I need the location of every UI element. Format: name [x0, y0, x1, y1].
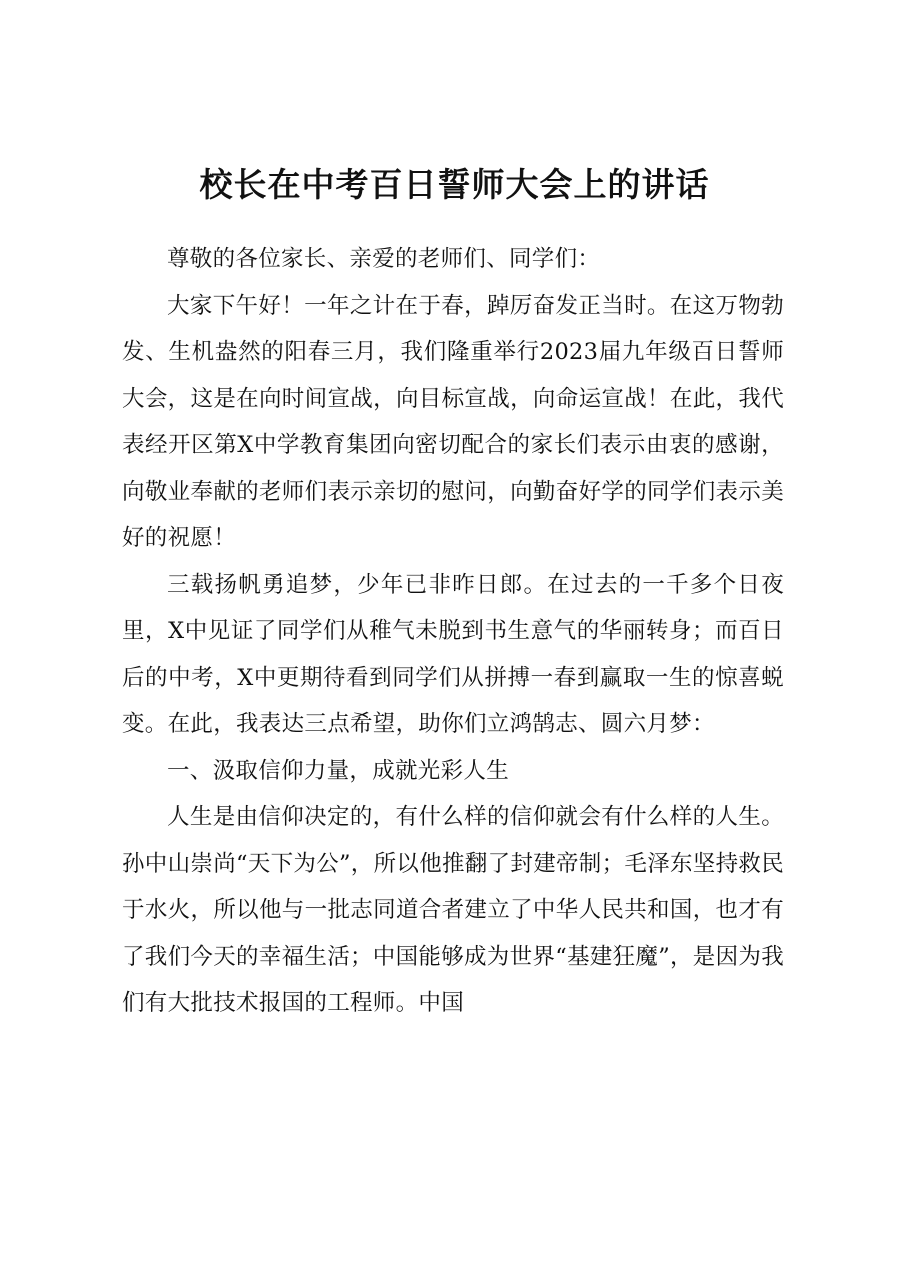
hopes-intro-paragraph: 三载扬帆勇追梦，少年已非昨日郎。在过去的一千多个日夜里，X中见证了同学们从稚气未脱到书生意气的华丽转身；而百日后的中考，X中更期待看到同学们从拼搏一春到赢取一生的惊喜蜕变。在此，我表达三点希望，助你们立鸿鹄志、圆六月梦：: [122, 571, 784, 737]
document-title: 校长在中考百日誓师大会上的讲话: [199, 165, 710, 204]
section-heading-1: 一、汲取信仰力量，成就光彩人生: [167, 757, 510, 784]
salutation-paragraph: 尊敬的各位家长、亲爱的老师们、同学们：: [167, 246, 601, 272]
document-body: [122, 236, 784, 1027]
greeting-paragraph: 大家下午好！一年之计在于春，踔厉奋发正当时。在这万物勃发、生机盎然的阳春三月，我们隆重举行2023届九年级百日誓师大会，这是在向时间宣战，向目标宣战，向命运宣战！在此，我代表经开区第X中学教育集团向密切配合的家长们表示由衷的感谢，向敬业奉献的老师们表示亲切的慰问，向勤奋好学的同学们表示美好的祝愿！: [122, 292, 784, 551]
belief-paragraph: 人生是由信仰决定的，有什么样的信仰就会有什么样的人生。孙中山崇尚“天下为公”，所以他推翻了封建帝制；毛泽东坚持救民于水火，所以他与一批志同道合者建立了中华人民共和国，也才有了我们今天的幸福生活；中国能够成为世界“基建狂魔”，是因为我们有大批技术报国的工程师。中国: [122, 804, 785, 1016]
